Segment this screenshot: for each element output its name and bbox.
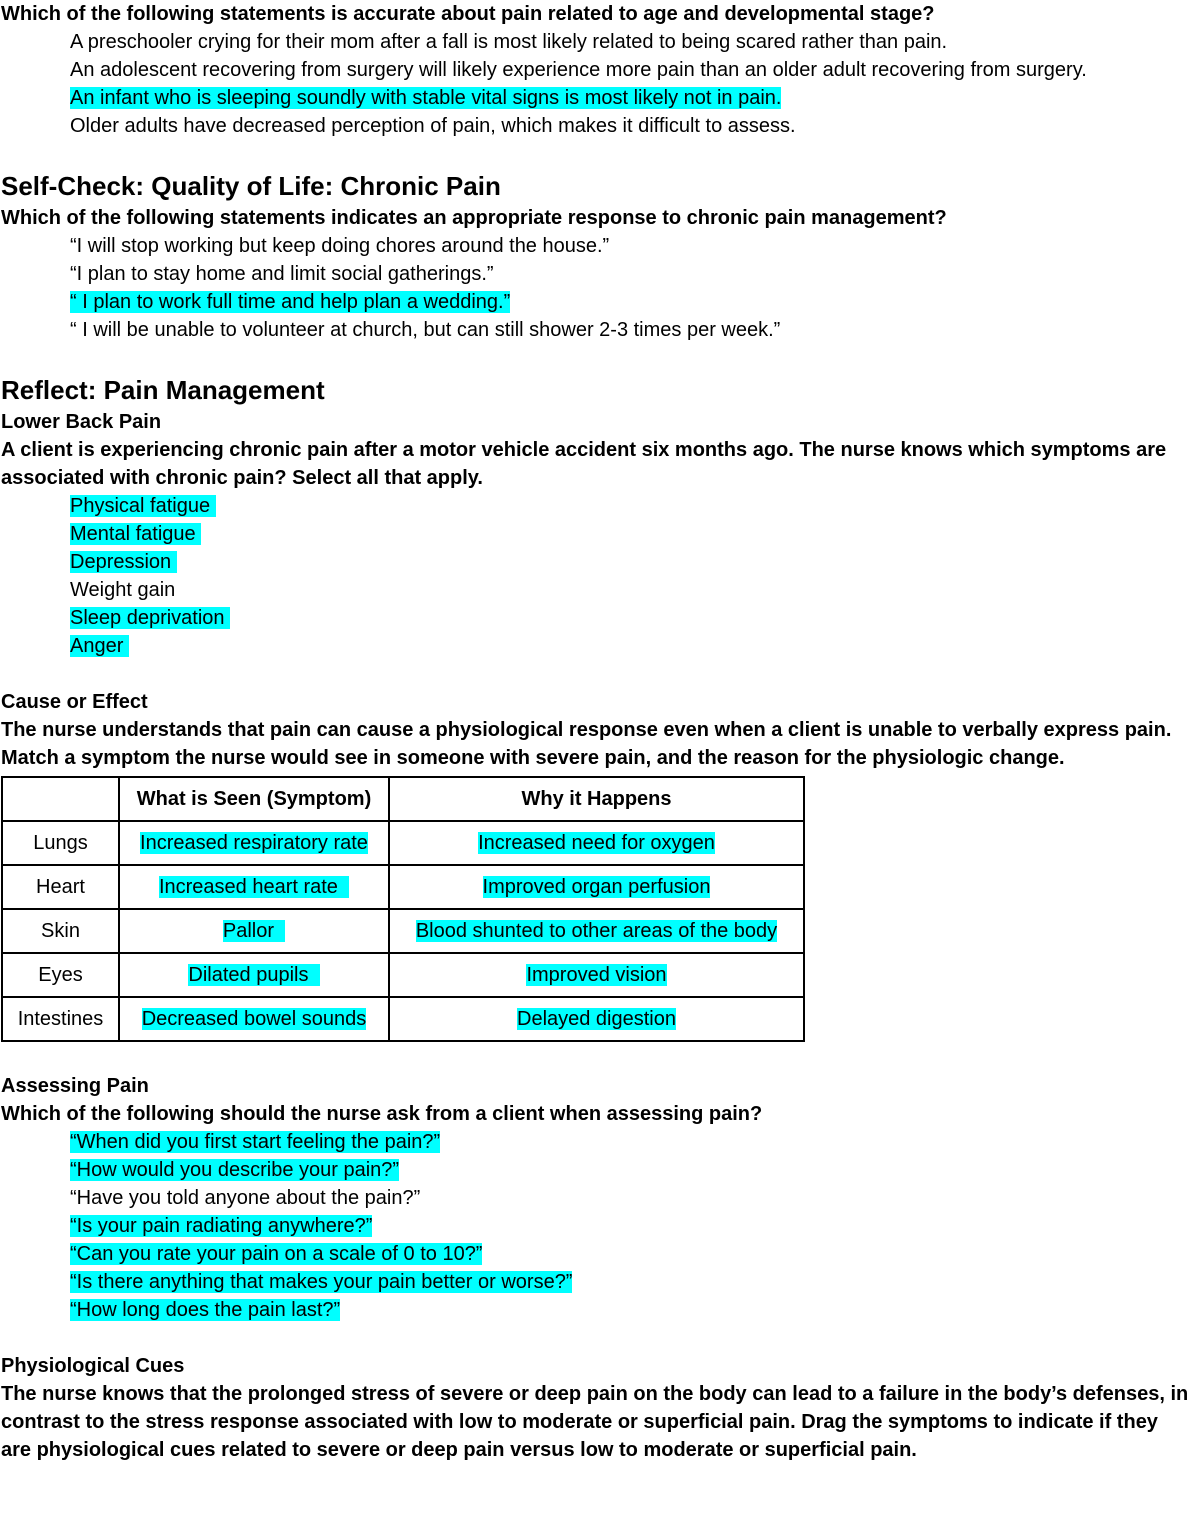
answer-text: “I plan to stay home and limit social gatherings.” (70, 263, 494, 285)
selected-answer-text: Depression (70, 551, 177, 573)
answer-option[interactable] (1, 316, 1190, 344)
subheading-lower-back-pain: Lower Back Pain (1, 411, 162, 433)
organ-cell (2, 821, 119, 865)
question-assessing-pain: Which of the following should the nurse ask from a client when assessing pain? (1, 1103, 763, 1125)
selected-answer-text: “ I plan to work full time and help plan a wedding.” (70, 291, 511, 313)
options-list (1, 492, 1190, 660)
reason-cell[interactable] (389, 953, 804, 997)
question-chronic-response: Which of the following statements indicates an appropriate response to chronic pain management? (1, 207, 947, 229)
reason-cell[interactable] (389, 997, 804, 1041)
table-row (2, 865, 804, 909)
answer-text: An adolescent recovering from surgery will likely experience more pain than an older adult recovering from surgery. (70, 59, 1087, 81)
options-list (1, 28, 1190, 140)
cell-text: Blood shunted to other areas of the body (415, 919, 778, 942)
header-cell: Why it Happens (389, 777, 804, 821)
reason-cell[interactable] (389, 909, 804, 953)
options-list (1, 1128, 1190, 1324)
selected-answer-text: “Is your pain radiating anywhere?” (70, 1215, 373, 1237)
cell-text: Increased heart rate (158, 875, 350, 898)
answer-option[interactable] (1, 520, 1190, 548)
answer-option[interactable] (1, 1296, 1190, 1324)
answer-text: “ I will be unable to volunteer at church, but can still shower 2-3 times per week.” (70, 319, 781, 341)
answer-option[interactable] (1, 1268, 1190, 1296)
cell-text: Skin (41, 919, 80, 942)
answer-option[interactable] (1, 1184, 1190, 1212)
question-chronic-symptoms: A client is experiencing chronic pain after a motor vehicle accident six months ago. The nurse knows which symptoms are associated with chronic pain? Select all that apply. (1, 439, 1172, 489)
header-cell (2, 777, 119, 821)
selected-answer-text: Physical fatigue (70, 495, 216, 517)
table-row (2, 997, 804, 1041)
answer-text: Weight gain (70, 579, 176, 601)
selected-answer-text: “Is there anything that makes your pain better or worse?” (70, 1271, 573, 1293)
question-physiological-cues: The nurse knows that the prolonged stress of severe or deep pain on the body can lead to a failure in the body’s defenses, in contrast to the stress response associated with low to moderate or superficial pain. Drag the symptoms to indicate if they are physiological cues related to severe or deep pain versus low to moderate or superficial pain. (1, 1383, 1189, 1461)
selected-answer-text: “How long does the pain last?” (70, 1299, 341, 1321)
subheading-cause-effect: Cause or Effect (1, 691, 148, 713)
reason-cell[interactable] (389, 865, 804, 909)
reason-cell[interactable] (389, 821, 804, 865)
symptom-cell[interactable] (119, 865, 389, 909)
answer-option[interactable] (1, 548, 1190, 576)
answer-option[interactable] (1, 632, 1190, 660)
answer-option[interactable] (1, 288, 1190, 316)
organ-cell (2, 953, 119, 997)
answer-option[interactable] (1, 1156, 1190, 1184)
cell-text: Lungs (33, 831, 88, 854)
symptom-cell[interactable] (119, 997, 389, 1041)
cell-text: Intestines (17, 1007, 104, 1030)
cell-text: Increased need for oxygen (478, 831, 715, 854)
question-match-symptom: The nurse understands that pain can cause a physiological response even when a client is unable to verbally express pain. Match a symptom the nurse would see in someone with severe pain, and the reason for the physiologic change. (1, 719, 1177, 769)
symptom-cell[interactable] (119, 909, 389, 953)
cell-text: Dilated pupils (188, 963, 320, 986)
symptom-cell[interactable] (119, 953, 389, 997)
cell-text: Eyes (38, 963, 83, 986)
section-heading-reflect: Reflect: Pain Management (1, 375, 325, 405)
table-header-row (2, 777, 804, 821)
cell-text: Decreased bowel sounds (141, 1007, 367, 1030)
table-row (2, 909, 804, 953)
header-cell: What is Seen (Symptom) (119, 777, 389, 821)
answer-text: “Have you told anyone about the pain?” (70, 1187, 421, 1209)
cell-text: Delayed digestion (517, 1007, 676, 1030)
answer-text: Older adults have decreased perception of pain, which makes it difficult to assess. (70, 115, 796, 137)
cell-text: Improved vision (526, 963, 667, 986)
answer-option[interactable] (1, 492, 1190, 520)
answer-text: A preschooler crying for their mom after a fall is most likely related to being scared rather than pain. (70, 31, 948, 53)
answer-option[interactable] (1, 56, 1190, 84)
subheading-assessing-pain: Assessing Pain (1, 1075, 149, 1097)
answer-option[interactable] (1, 1240, 1190, 1268)
cell-text: Increased respiratory rate (140, 831, 368, 854)
table-row (2, 953, 804, 997)
organ-cell (2, 997, 119, 1041)
answer-option[interactable] (1, 1128, 1190, 1156)
selected-answer-text: “When did you first start feeling the pain?” (70, 1131, 441, 1153)
section-heading-self-check: Self-Check: Quality of Life: Chronic Pain (1, 171, 501, 201)
answer-option[interactable] (1, 576, 1190, 604)
symptom-match-table (1, 776, 805, 1042)
cell-text: Improved organ perfusion (482, 875, 711, 898)
selected-answer-text: “Can you rate your pain on a scale of 0 to 10?” (70, 1243, 483, 1265)
answer-option[interactable] (1, 232, 1190, 260)
answer-option[interactable] (1, 604, 1190, 632)
selected-answer-text: Sleep deprivation (70, 607, 231, 629)
cell-text: Pallor (222, 919, 286, 942)
cell-text: Heart (36, 875, 85, 898)
subheading-physiological-cues: Physiological Cues (1, 1355, 185, 1377)
selected-answer-text: Anger (70, 635, 129, 657)
selected-answer-text: An infant who is sleeping soundly with stable vital signs is most likely not in pain. (70, 87, 782, 109)
options-list (1, 232, 1190, 344)
answer-option[interactable] (1, 112, 1190, 140)
answer-option[interactable] (1, 1212, 1190, 1240)
answer-text: “I will stop working but keep doing chores around the house.” (70, 235, 610, 257)
organ-cell (2, 909, 119, 953)
selected-answer-text: “How would you describe your pain?” (70, 1159, 400, 1181)
question-age-pain: Which of the following statements is accurate about pain related to age and developmental stage? (1, 3, 935, 25)
answer-option[interactable] (1, 260, 1190, 288)
symptom-cell[interactable] (119, 821, 389, 865)
answer-option[interactable] (1, 84, 1190, 112)
answer-option[interactable] (1, 28, 1190, 56)
table-row (2, 821, 804, 865)
selected-answer-text: Mental fatigue (70, 523, 202, 545)
organ-cell (2, 865, 119, 909)
